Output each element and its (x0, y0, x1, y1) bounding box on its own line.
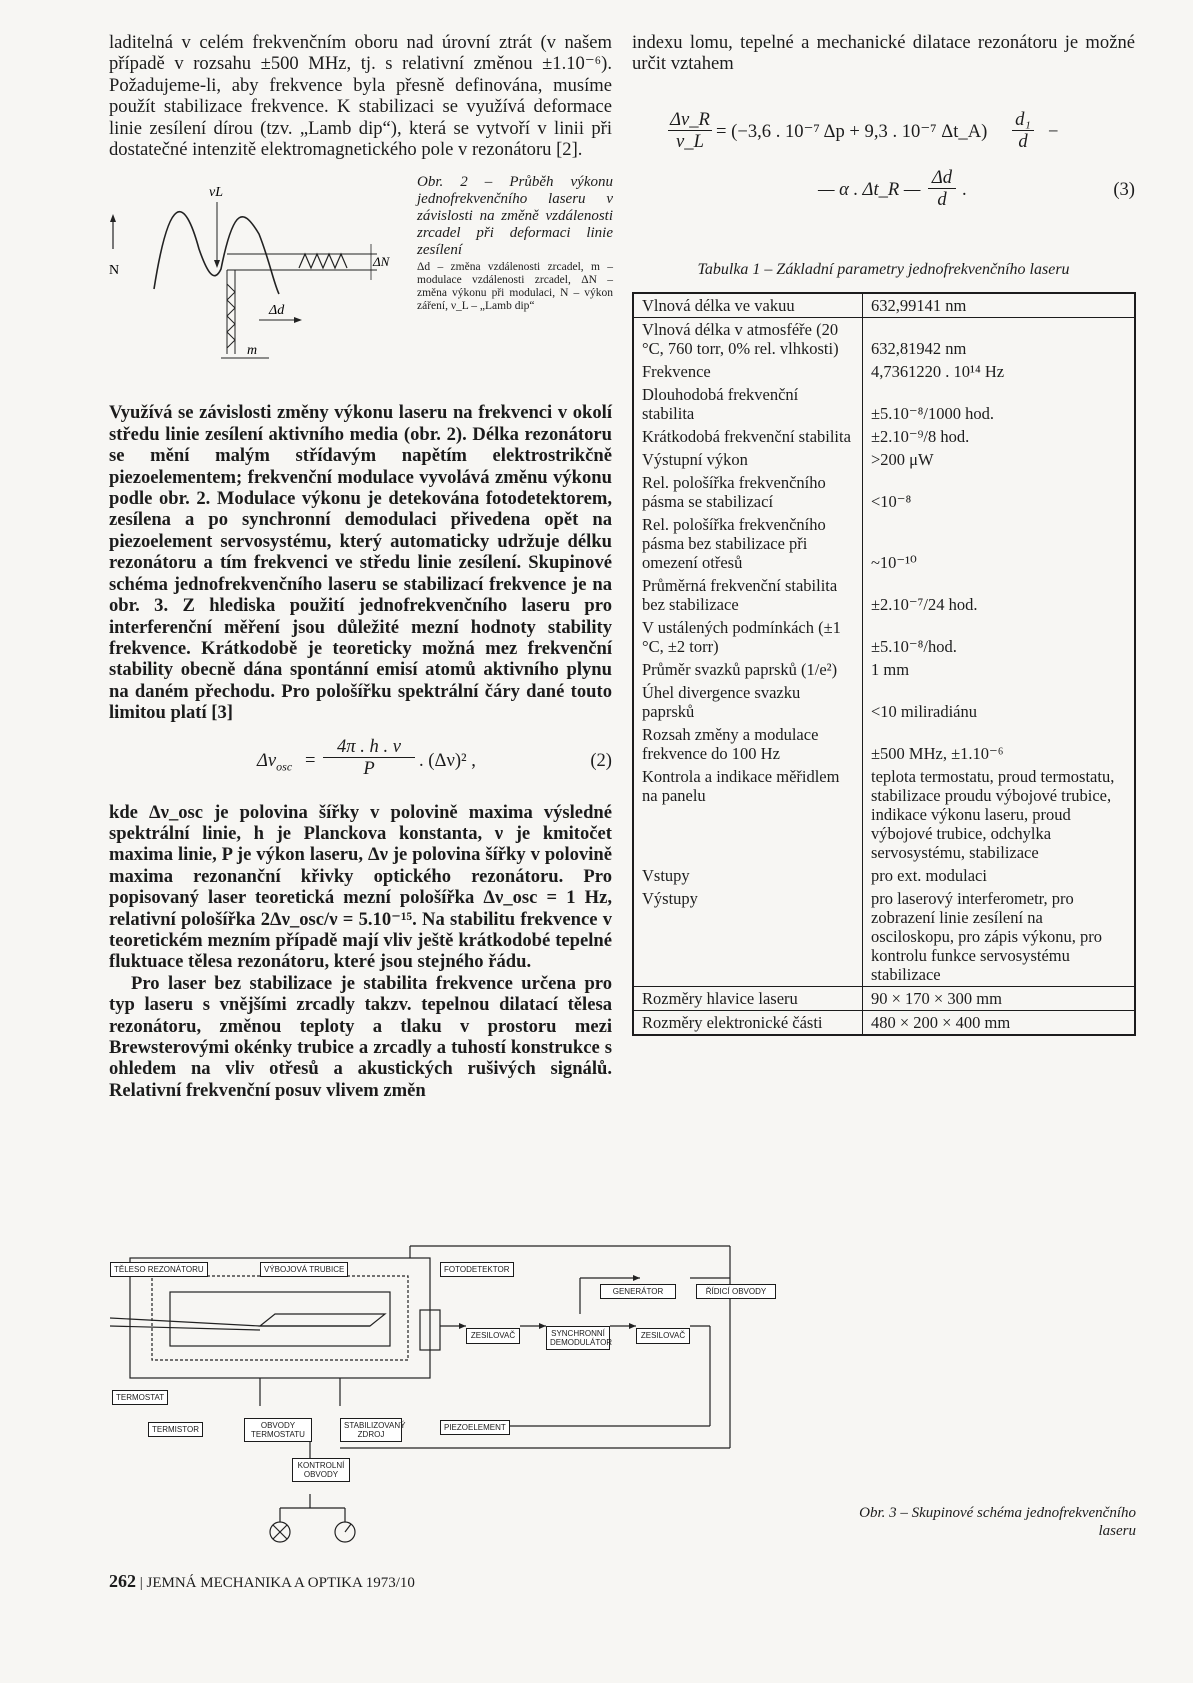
table-cell-value: >200 μW (871, 450, 934, 470)
table-row (633, 723, 1135, 765)
table-1-caption: Tabulka 1 – Základní parametry jednofrekvenčního laseru (697, 260, 1070, 278)
eq3-frac2 (928, 167, 956, 211)
table-cell-value: 632,81942 nm (871, 339, 967, 359)
table-row (633, 887, 1135, 987)
table-row (633, 425, 1135, 448)
block-control-circuits: ŘÍDICÍ OBVODY (696, 1284, 776, 1299)
figure-2-caption-main: Obr. 2 – Průběh výkonu jednofrekvenčního laseru v závislosti na změně vzdálenosti zrcadel při deformaci linie zesílení (417, 174, 613, 259)
label-m: m (247, 343, 258, 359)
table-row (633, 1011, 1135, 1036)
eq3-line1-tail: − (1048, 120, 1059, 142)
block-monitoring-circuits: KONTROLNÍ OBVODY (292, 1458, 350, 1482)
eq3-line1: = (−3,6 . 10⁻⁷ Δp + 9,3 . 10⁻⁷ Δt_A) (716, 120, 988, 142)
eq3-frac1-denominator: d (1012, 130, 1034, 152)
paragraph-index: indexu lomu, tepelné a mechanické dilatace rezonátoru je možné určit vztahem (632, 32, 1135, 75)
table-cell-value: 632,99141 nm (863, 293, 1136, 318)
table-cell-value: pro laserový interferometr, pro zobrazení linie zesílení na osciloskopu, pro zápis výkonu, pro kontrolu funkce servosystému stabilizace (863, 887, 1136, 987)
table-cell-parameter: Výstupní výkon (633, 448, 863, 471)
block-resonator-body: TĚLESO REZONÁTORU (110, 1262, 208, 1277)
table-cell-value: ±5.10⁻⁸/1000 hod. (871, 404, 994, 424)
block-thermistor: TERMISTOR (148, 1422, 203, 1437)
block-amplifier-2: ZESILOVAČ (636, 1328, 690, 1344)
block-discharge-tube: VÝBOJOVÁ TRUBICE (260, 1262, 348, 1277)
table-row (633, 574, 1135, 616)
label-dN: ΔN (373, 254, 390, 270)
eq2-number: (2) (590, 749, 612, 771)
block-photodetector: FOTODETEKTOR (440, 1262, 514, 1277)
block-thermostat-circuits: OBVODY TERMOSTATU (244, 1418, 312, 1442)
table-row (633, 383, 1135, 425)
label-N: N (109, 263, 120, 279)
table-row (633, 658, 1135, 681)
table-cell-value: 480 × 200 × 400 mm (871, 1013, 1011, 1033)
table-cell-value: 4,7361220 . 10¹⁴ Hz (871, 362, 1005, 382)
left-column (109, 32, 612, 1101)
eq3-number: (3) (1113, 178, 1135, 200)
table-cell-parameter: Kontrola a indikace měřidlem na panelu (633, 765, 863, 864)
table-cell-value: ±2.10⁻⁹/8 hod. (871, 427, 970, 447)
table-cell-parameter: Rozměry hlavice laseru (633, 987, 863, 1011)
table-cell-parameter: Dlouhodobá frekvenční stabilita (633, 383, 863, 425)
table-cell-parameter: Průměr svazků paprsků (1/e²) (633, 658, 863, 681)
footer-divider: | (139, 1575, 147, 1591)
table-row (633, 471, 1135, 513)
paragraph-stability: Pro laser bez stabilizace je stabilita frekvence určena pro typ laseru s vnějšími zrcadly takzv. tepelnou dilatací tělesa rezonátoru, změnou teploty a tlaku v prostoru mezi Brewsterovými okénky trubice a zrcadly a tuhostí konstrukce s ohledem na vliv otřesů a akustických rušivých signálů. Relativní frekvenční posuv vlivem změn (109, 972, 612, 1101)
table-row (633, 864, 1135, 887)
table-row (633, 987, 1135, 1011)
parameters-table (632, 292, 1136, 1036)
eq3-lhs (668, 109, 712, 153)
eq3-frac1 (1012, 109, 1034, 153)
table-cell-value: teplota termostatu, proud termostatu, stabilizace proudu výbojové trubice, indikace výkonu laseru, proud výbojové trubice, odchylka servosystému, stabilizace (871, 767, 1115, 863)
eq2-denominator: P (323, 757, 415, 779)
table-cell-parameter: Rozměry elektronické části (633, 1011, 863, 1036)
table-cell-parameter: Rozsah změny a modulace frekvence do 100 Hz (633, 723, 863, 765)
figure-2-caption (417, 174, 613, 313)
block-thermostat: TERMOSTAT (112, 1390, 168, 1405)
table-cell-parameter: Krátkodobá frekvenční stabilita (633, 425, 863, 448)
block-piezoelement: PIEZOELEMENT (440, 1420, 510, 1435)
figure-2-graph (109, 174, 409, 374)
eq3-frac2-numerator: Δd (931, 166, 953, 188)
journal-name: JEMNÁ MECHANIKA A OPTIKA 1973/10 (146, 1575, 415, 1591)
table-cell-value: ±500 MHz, ±1.10⁻⁶ (871, 744, 1004, 764)
eq3-lhs-numerator: Δν_R (670, 108, 710, 130)
page-number: 262 (109, 1571, 136, 1591)
paragraph-intro: laditelná v celém frekvenčním oboru nad úrovní ztrát (v našem případě v rozsahu ±500 MHz, tj. s relativní změnou ±1.10⁻⁶). Požadujeme-li, aby frekvence byla přesně definována, musíme použít stabilizace frekvence. K stabilizaci se využívá deformace linie zesílení dírou (tzv. „Lamb dip“), která se vytvoří v linii při dostatečné intenzitě elektromagnetického pole v rezonátoru [2]. (109, 32, 612, 161)
table-row (633, 318, 1135, 361)
table-cell-parameter: Vstupy (633, 864, 863, 887)
table-row (633, 616, 1135, 658)
eq2-tail: . (Δν)² , (419, 749, 476, 771)
table-row (633, 448, 1135, 471)
table-cell-parameter: Rel. pološířka frekvenčního pásma bez stabilizace při omezení otřesů (633, 513, 863, 574)
table-cell-value: 90 × 170 × 300 mm (863, 987, 1136, 1011)
table-cell-parameter: Vlnová délka v atmosféře (20 °C, 760 torr, 0% rel. vlhkosti) (633, 318, 863, 361)
eq3-line2: — α . Δt_R — (818, 178, 921, 200)
block-sync-demodulator: SYNCHRONNÍ DEMODULÁTOR (546, 1326, 610, 1350)
table-cell-parameter: Úhel divergence svazku paprsků (633, 681, 863, 723)
table-cell-value: <10⁻⁸ (871, 492, 912, 512)
figure-2-caption-legend: Δd – změna vzdálenosti zrcadel, m – modulace vzdálenosti zrcadel, ΔN – změna výkonu při modulaci, N – výkon záření, ν_L – „Lamb dip“ (417, 261, 613, 313)
eq3-frac1-numerator: d₁ (1015, 108, 1031, 130)
equation-2 (109, 736, 612, 788)
table-cell-value: ±5.10⁻⁸/hod. (871, 637, 957, 657)
table-cell-parameter: Rel. pološířka frekvenčního pásma se stabilizací (633, 471, 863, 513)
figure-3-caption: Obr. 3 – Skupinové schéma jednofrekvenčního laseru (859, 1505, 1136, 1539)
equation-3 (632, 109, 1135, 219)
table-cell-value: pro ext. modulaci (871, 866, 987, 886)
table-cell-parameter: Výstupy (633, 887, 863, 987)
block-generator: GENERÁTOR (600, 1284, 676, 1299)
table-cell-value: ~10⁻¹⁰ (871, 553, 917, 573)
table-row (633, 513, 1135, 574)
label-vL: νL (209, 185, 223, 201)
paragraph-principle: Využívá se závislosti změny výkonu laseru na frekvenci v okolí středu linie zesílení aktivního media (obr. 2). Délka rezonátoru se mění malým střídavým napětím elektrostrikčně piezoelementem; frekvenční modulace vyvolává změnu výkonu podle obr. 2. Modulace výkonu je detekována fotodetektorem, zesílena a po synchronní demodulaci přivedena opět na piezoelement servosystému, který automaticky udržuje délku rezonátoru a tím frekvenci ve středu linie zesílení. Skupinové schéma jednofrekvenčního laseru se stabilizací frekvence je na obr. 3. Z hlediska použití jednofrekvenčního laseru pro interferenční měření jsou důležité mezní hodnoty stability frekvence. Krátkodobě je teoreticky možná mez frekvenční stability obecně dána spontánní emisí atomů aktivního plynu na daném přechodu. Pro pološířku spektrální čáry dané touto limitou platí [3] (109, 402, 612, 724)
table-cell-value: 1 mm (871, 660, 910, 680)
table-cell-parameter: Frekvence (633, 360, 863, 383)
table-row (633, 765, 1135, 864)
table-cell-parameter: V ustálených podmínkách (±1 °C, ±2 torr) (633, 616, 863, 658)
paragraph-definitions: kde Δν_osc je polovina šířky v polovině maxima výsledné spektrální linie, h je Planckova konstanta, ν je kmitočet maxima linie, P je výkon laseru, Δν je polovina šířky v polovině maxima rezonanční křivky optického rezonátoru. Pro popisovaný laser teoretická mezní pološířka Δν_osc = 1 Hz, relativní pološířka 2Δν_osc/ν = 5.10⁻¹⁵. Na stabilitu frekvence v teoretickém mezním případě mají vliv ještě krátkodobé tepelné fluktuace tělesa rezonátoru, které jsou stejného řádu. (109, 801, 612, 973)
table-row (633, 360, 1135, 383)
eq2-numerator: 4π . h . ν (336, 735, 402, 757)
block-amplifier-1: ZESILOVAČ (466, 1328, 520, 1344)
table-cell-value: ±2.10⁻⁷/24 hod. (871, 595, 978, 615)
table-row (633, 293, 1135, 318)
table-cell-value: <10 miliradiánu (871, 702, 977, 722)
table-cell-parameter: Průměrná frekvenční stabilita bez stabilizace (633, 574, 863, 616)
eq2-equals: = (305, 749, 316, 771)
table-cell-parameter: Vlnová délka ve vakuu (633, 293, 863, 318)
right-column (632, 32, 1135, 1036)
page-footer (109, 1571, 415, 1592)
eq3-line2-tail: . (962, 178, 967, 200)
eq2-fraction (323, 736, 415, 780)
figure-2 (109, 174, 612, 374)
eq3-frac2-denominator: d (928, 188, 956, 210)
eq3-lhs-denominator: ν_L (668, 130, 712, 152)
eq2-lhs: $\Delta\nu_{osc}$ (257, 749, 293, 774)
label-dd: Δd (269, 303, 285, 319)
block-stabilized-source: STABILIZOVANÝ ZDROJ (340, 1418, 402, 1442)
table-row (633, 681, 1135, 723)
